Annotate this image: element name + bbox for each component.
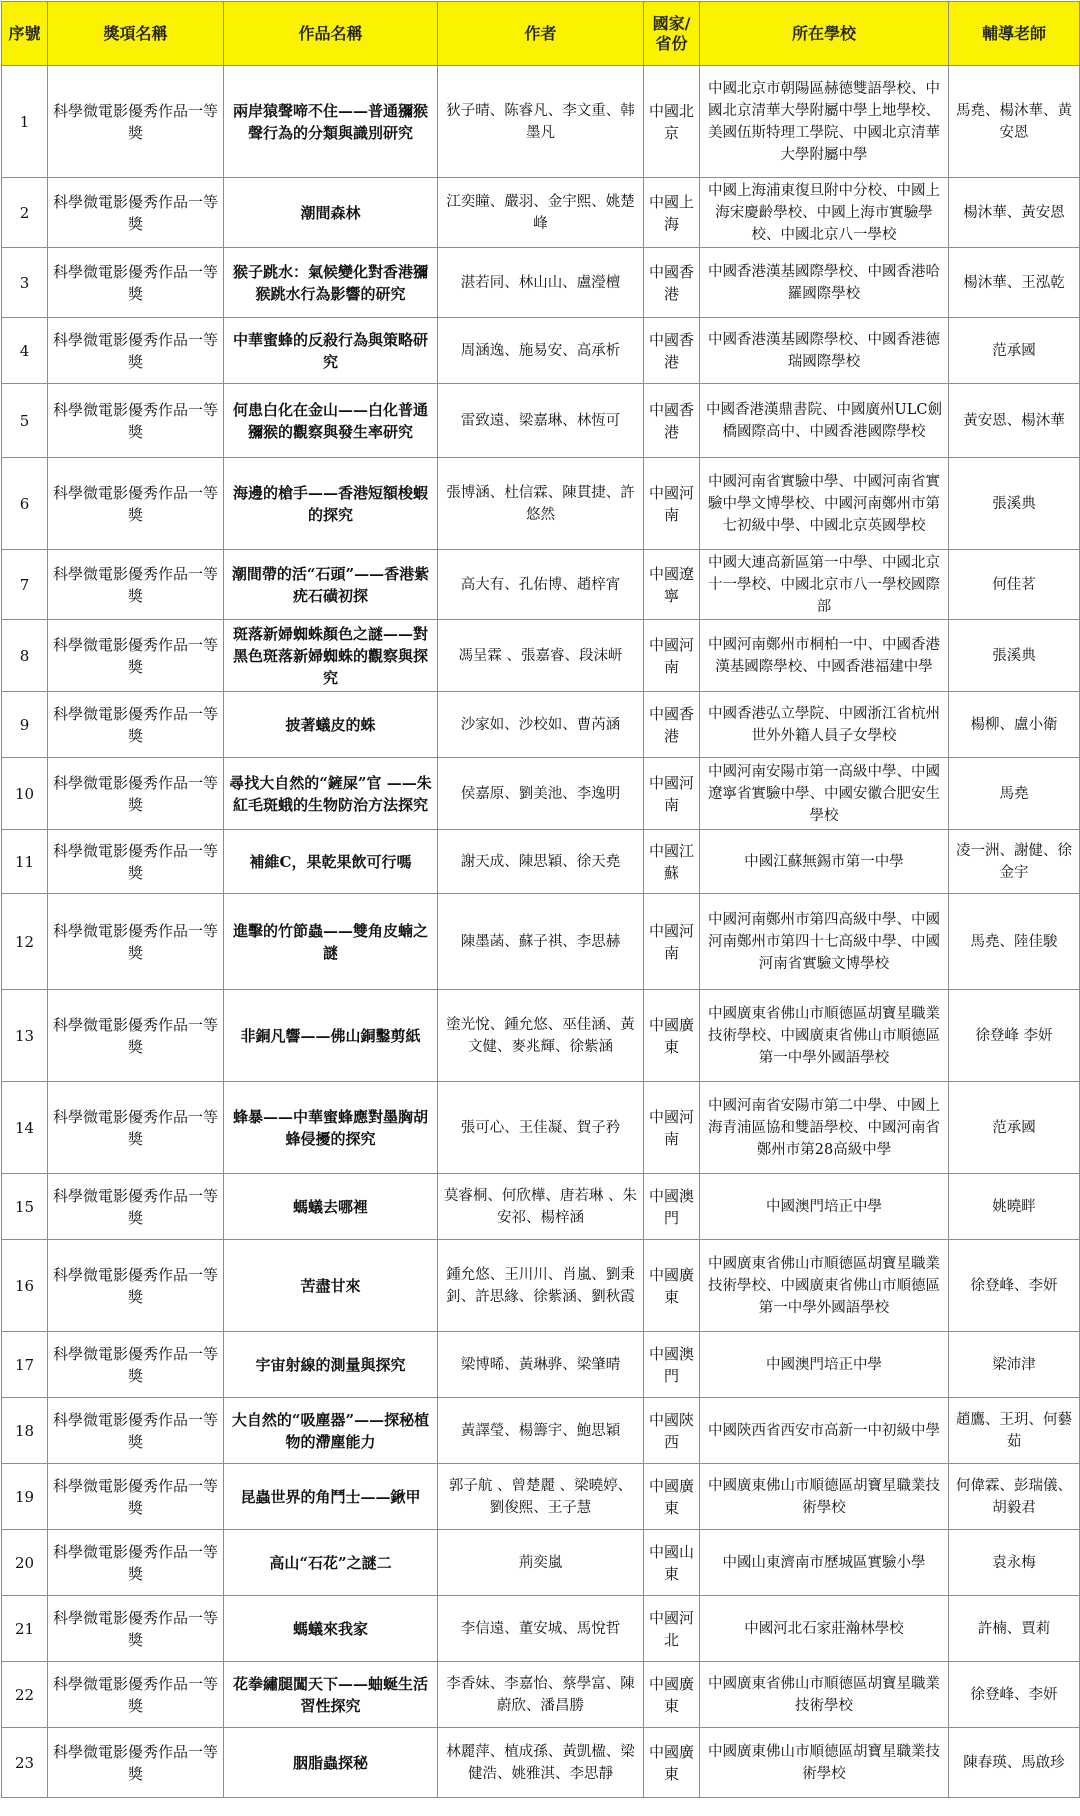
table-row: [2, 692, 1080, 758]
authors: 李信遠、董安城、馬悅哲: [438, 1596, 644, 1662]
country-province: 中國廣東: [644, 1240, 700, 1332]
country-province: 中國江蘇: [644, 830, 700, 894]
work-title: 猴子跳水：氣候變化對香港獼猴跳水行為影響的研究: [224, 248, 438, 318]
table-row: [2, 894, 1080, 990]
header-advisors: 輔導老師: [949, 2, 1080, 66]
country-province: 中國河南: [644, 620, 700, 692]
award-name: 科學微電影優秀作品一等獎: [48, 318, 224, 384]
school: 中國北京市朝陽區赫德雙語學校、中國北京清華大學附屬中學上地學校、美國伍斯特理工學院、中國北京清華大學附屬中學: [700, 66, 949, 178]
advisors: 何偉霖、彭瑞儀、胡毅君: [949, 1464, 1080, 1530]
work-title: 補維C，果乾果飲可行嗎: [224, 830, 438, 894]
country-province: 中國河南: [644, 894, 700, 990]
work-title: 兩岸猿聲啼不住——普通獼猴聲行為的分類與識別研究: [224, 66, 438, 178]
row-number: 14: [2, 1082, 48, 1174]
school: 中國河南鄭州市桐柏一中、中國香港漢基國際學校、中國香港福建中學: [700, 620, 949, 692]
country-province: 中國河南: [644, 758, 700, 830]
school: 中國香港漢基國際學校、中國香港哈羅國際學校: [700, 248, 949, 318]
award-name: 科學微電影優秀作品一等獎: [48, 1240, 224, 1332]
school: 中國河南省實驗中學、中國河南省實驗中學文博學校、中國河南鄭州市第七初級中學、中國北京英國學校: [700, 458, 949, 550]
authors: 侯嘉原、劉美池、李逸明: [438, 758, 644, 830]
authors: 荊奕嵐: [438, 1530, 644, 1596]
award-name: 科學微電影優秀作品一等獎: [48, 758, 224, 830]
row-number: 3: [2, 248, 48, 318]
advisors: 馬堯: [949, 758, 1080, 830]
authors: 陳墨菡、蘇子祺、李思赫: [438, 894, 644, 990]
row-number: 6: [2, 458, 48, 550]
school: 中國河南鄭州市第四高級中學、中國河南鄭州市第四十七高級中學、中國河南省實驗文博學校: [700, 894, 949, 990]
work-title: 非銅凡響——佛山銅鑿剪紙: [224, 990, 438, 1082]
school: 中國河北石家莊瀚林學校: [700, 1596, 949, 1662]
country-province: 中國澳門: [644, 1174, 700, 1240]
table-row: [2, 620, 1080, 692]
award-name: 科學微電影優秀作品一等獎: [48, 1174, 224, 1240]
country-province: 中國廣東: [644, 1464, 700, 1530]
row-number: 5: [2, 384, 48, 458]
authors: 馮呈霖 、張嘉睿、段沫岍: [438, 620, 644, 692]
table-row: [2, 1332, 1080, 1398]
work-title: 蜂暴——中華蜜蜂應對墨胸胡蜂侵擾的探究: [224, 1082, 438, 1174]
table-row: [2, 1596, 1080, 1662]
authors: 狄子晴、陈睿凡、李文重、韩墨凡: [438, 66, 644, 178]
advisors: 楊沐華、黃安恩: [949, 178, 1080, 248]
school: 中國澳門培正中學: [700, 1332, 949, 1398]
work-title: 潮間森林: [224, 178, 438, 248]
work-title: 尋找大自然的“鏟屎”官 ——朱紅毛斑蛾的生物防治方法探究: [224, 758, 438, 830]
country-province: 中國廣東: [644, 990, 700, 1082]
authors: 張博涵、杜信霖、陳貫捷、許悠然: [438, 458, 644, 550]
advisors: 姚曉畔: [949, 1174, 1080, 1240]
award-name: 科學微電影優秀作品一等獎: [48, 66, 224, 178]
table-body: [2, 66, 1080, 1798]
row-number: 22: [2, 1662, 48, 1728]
header-school: 所在學校: [700, 2, 949, 66]
advisors: 梁沛津: [949, 1332, 1080, 1398]
country-province: 中國香港: [644, 318, 700, 384]
authors: 塗光悅、鍾允悠、巫佳涵、黃文健、麥兆輝、徐紫涵: [438, 990, 644, 1082]
work-title: 宇宙射線的測量與探究: [224, 1332, 438, 1398]
work-title: 潮間帶的活“石頭”——香港紫疣石磺初探: [224, 550, 438, 620]
table-row: [2, 66, 1080, 178]
advisors: 陳春瑛、馬啟珍: [949, 1728, 1080, 1798]
table-row: [2, 178, 1080, 248]
row-number: 21: [2, 1596, 48, 1662]
school: 中國江蘇無錫市第一中學: [700, 830, 949, 894]
work-title: 苦盡甘來: [224, 1240, 438, 1332]
row-number: 8: [2, 620, 48, 692]
award-name: 科學微電影優秀作品一等獎: [48, 550, 224, 620]
authors: 周涵逸、施易安、高承析: [438, 318, 644, 384]
award-name: 科學微電影優秀作品一等獎: [48, 248, 224, 318]
authors: 李香妹、李嘉怡、蔡學富、陳蔚欣、潘昌勝: [438, 1662, 644, 1728]
authors: 林麗萍、植成孫、黃凱楹、梁健浩、姚雅淇、李思靜: [438, 1728, 644, 1798]
advisors: 楊柳、盧小衛: [949, 692, 1080, 758]
advisors: 何佳茗: [949, 550, 1080, 620]
row-number: 17: [2, 1332, 48, 1398]
row-number: 15: [2, 1174, 48, 1240]
work-title: 中華蜜蜂的反殺行為與策略研究: [224, 318, 438, 384]
row-number: 16: [2, 1240, 48, 1332]
row-number: 10: [2, 758, 48, 830]
advisors: 許楠、賈莉: [949, 1596, 1080, 1662]
country-province: 中國陝西: [644, 1398, 700, 1464]
header-region: 國家/省份: [644, 2, 700, 66]
work-title: 昆蟲世界的角鬥士——鍬甲: [224, 1464, 438, 1530]
school: 中國澳門培正中學: [700, 1174, 949, 1240]
advisors: 張溪典: [949, 458, 1080, 550]
school: 中國香港弘立學院、中國浙江省杭州世外外籍人員子女學校: [700, 692, 949, 758]
row-number: 18: [2, 1398, 48, 1464]
authors: 莫睿桐、何欣樺、唐若琳 、朱安祁、楊梓涵: [438, 1174, 644, 1240]
school: 中國大連高新區第一中學、中國北京十一學校、中國北京市八一學校國際部: [700, 550, 949, 620]
authors: 雷致遠、梁嘉琳、林恆可: [438, 384, 644, 458]
row-number: 7: [2, 550, 48, 620]
header-title: 作品名稱: [224, 2, 438, 66]
table-row: [2, 384, 1080, 458]
country-province: 中國香港: [644, 248, 700, 318]
school: 中國廣東佛山市順德區胡寶星職業技術學校: [700, 1728, 949, 1798]
award-name: 科學微電影優秀作品一等獎: [48, 692, 224, 758]
country-province: 中國河南: [644, 458, 700, 550]
award-name: 科學微電影優秀作品一等獎: [48, 620, 224, 692]
work-title: 披著蟻皮的蛛: [224, 692, 438, 758]
advisors: 馬堯、陸佳駿: [949, 894, 1080, 990]
country-province: 中國廣東: [644, 1662, 700, 1728]
award-name: 科學微電影優秀作品一等獎: [48, 1662, 224, 1728]
table-row: [2, 1530, 1080, 1596]
work-title: 高山“石花”之謎二: [224, 1530, 438, 1596]
advisors: 范承國: [949, 318, 1080, 384]
country-province: 中國香港: [644, 384, 700, 458]
table-row: [2, 830, 1080, 894]
work-title: 進擊的竹節蟲——雙角皮蝻之謎: [224, 894, 438, 990]
award-name: 科學微電影優秀作品一等獎: [48, 1398, 224, 1464]
authors: 鍾允悠、王川川、肖嵐、劉秉釗、許思緣、徐紫涵、劉秋霞: [438, 1240, 644, 1332]
row-number: 19: [2, 1464, 48, 1530]
table-row: [2, 1662, 1080, 1728]
work-title: 螞蟻來我家: [224, 1596, 438, 1662]
award-name: 科學微電影優秀作品一等獎: [48, 830, 224, 894]
advisors: 黃安恩、楊沐華: [949, 384, 1080, 458]
awards-table: [1, 1, 1080, 1798]
authors: 黃譯瑩、楊籌宇、鮑思穎: [438, 1398, 644, 1464]
row-number: 12: [2, 894, 48, 990]
school: 中國香港漢鼎書院、中國廣州ULC劍橋國際高中、中國香港國際學校: [700, 384, 949, 458]
table-row: [2, 1728, 1080, 1798]
award-name: 科學微電影優秀作品一等獎: [48, 990, 224, 1082]
country-province: 中國澳門: [644, 1332, 700, 1398]
row-number: 13: [2, 990, 48, 1082]
row-number: 23: [2, 1728, 48, 1798]
school: 中國廣東佛山市順德區胡寶星職業技術學校: [700, 1464, 949, 1530]
table-row: [2, 318, 1080, 384]
authors: 張可心、王佳凝、賀子矜: [438, 1082, 644, 1174]
authors: 梁博晞、黃琳骅、梁肇晴: [438, 1332, 644, 1398]
authors: 高大有、孔佑博、趙梓宵: [438, 550, 644, 620]
header-no: 序號: [2, 2, 48, 66]
award-name: 科學微電影優秀作品一等獎: [48, 1464, 224, 1530]
school: 中國上海浦東復旦附中分校、中國上海宋慶齡學校、中國上海市實驗學校、中國北京八一學校: [700, 178, 949, 248]
country-province: 中國北京: [644, 66, 700, 178]
country-province: 中國香港: [644, 692, 700, 758]
table-row: [2, 1174, 1080, 1240]
advisors: 徐登峰、李妍: [949, 1662, 1080, 1728]
work-title: 海邊的槍手——香港短額梭蝦的探究: [224, 458, 438, 550]
table-row: [2, 550, 1080, 620]
row-number: 1: [2, 66, 48, 178]
school: 中國河南安陽市第一高級中學、中國遼寧省實驗中學、中國安徽合肥安生學校: [700, 758, 949, 830]
school: 中國陝西省西安市高新一中初級中學: [700, 1398, 949, 1464]
authors: 湛若同、林山山、盧瀅檀: [438, 248, 644, 318]
authors: 謝天成、陳思穎、徐天堯: [438, 830, 644, 894]
table-row: [2, 248, 1080, 318]
country-province: 中國上海: [644, 178, 700, 248]
school: 中國廣東省佛山市順德區胡寶星職業技術學校、中國廣東省佛山市順德區第一中學外國語學校: [700, 990, 949, 1082]
advisors: 楊沐華、王泓乾: [949, 248, 1080, 318]
award-name: 科學微電影優秀作品一等獎: [48, 1082, 224, 1174]
advisors: 張溪典: [949, 620, 1080, 692]
work-title: 花拳繡腿闖天下——蚰蜒生活習性探究: [224, 1662, 438, 1728]
work-title: 斑落新婦蜘蛛顏色之謎——對黑色斑落新婦蜘蛛的觀察與探究: [224, 620, 438, 692]
award-name: 科學微電影優秀作品一等獎: [48, 384, 224, 458]
authors: 江奕瞳、嚴羽、金宇熙、姚楚峰: [438, 178, 644, 248]
advisors: 凌一洲、謝健、徐金宇: [949, 830, 1080, 894]
work-title: 大自然的“吸塵器”——探秘植物的滯塵能力: [224, 1398, 438, 1464]
award-name: 科學微電影優秀作品一等獎: [48, 1530, 224, 1596]
row-number: 20: [2, 1530, 48, 1596]
advisors: 馬堯、楊沐華、黄安恩: [949, 66, 1080, 178]
row-number: 11: [2, 830, 48, 894]
header-authors: 作者: [438, 2, 644, 66]
advisors: 袁永梅: [949, 1530, 1080, 1596]
country-province: 中國河南: [644, 1082, 700, 1174]
table-row: [2, 458, 1080, 550]
row-number: 9: [2, 692, 48, 758]
award-name: 科學微電影優秀作品一等獎: [48, 1332, 224, 1398]
table-row: [2, 1082, 1080, 1174]
row-number: 2: [2, 178, 48, 248]
table-row: [2, 990, 1080, 1082]
school: 中國河南省安陽市第二中學、中國上海青浦區協和雙語學校、中國河南省鄭州市第28高級中學: [700, 1082, 949, 1174]
header-award: 獎項名稱: [48, 2, 224, 66]
advisors: 徐登峰 李妍: [949, 990, 1080, 1082]
award-name: 科學微電影優秀作品一等獎: [48, 458, 224, 550]
country-province: 中國廣東: [644, 1728, 700, 1798]
advisors: 趙鷹、王玥、何藝茹: [949, 1398, 1080, 1464]
school: 中國山東濟南市歷城區實驗小學: [700, 1530, 949, 1596]
school: 中國廣東省佛山市順德區胡寶星職業技術學校、中國廣東省佛山市順德區第一中學外國語學校: [700, 1240, 949, 1332]
work-title: 何患白化在金山——白化普通獼猴的觀察與發生率研究: [224, 384, 438, 458]
advisors: 范承國: [949, 1082, 1080, 1174]
award-name: 科學微電影優秀作品一等獎: [48, 1728, 224, 1798]
award-name: 科學微電影優秀作品一等獎: [48, 178, 224, 248]
award-name: 科學微電影優秀作品一等獎: [48, 1596, 224, 1662]
table-row: [2, 1464, 1080, 1530]
country-province: 中國山東: [644, 1530, 700, 1596]
table-row: [2, 1240, 1080, 1332]
row-number: 4: [2, 318, 48, 384]
table-row: [2, 1398, 1080, 1464]
table-row: [2, 758, 1080, 830]
school: 中國香港漢基國際學校、中國香港德瑞國際學校: [700, 318, 949, 384]
work-title: 螞蟻去哪裡: [224, 1174, 438, 1240]
school: 中國廣東省佛山市順德區胡寶星職業技術學校: [700, 1662, 949, 1728]
country-province: 中國遼寧: [644, 550, 700, 620]
country-province: 中國河北: [644, 1596, 700, 1662]
authors: 郭子航 、曾楚麗 、梁曉婷、劉俊熙、王子慧: [438, 1464, 644, 1530]
advisors: 徐登峰、李妍: [949, 1240, 1080, 1332]
work-title: 胭脂蟲探秘: [224, 1728, 438, 1798]
header-row: [2, 2, 1080, 66]
award-name: 科學微電影優秀作品一等獎: [48, 894, 224, 990]
authors: 沙家如、沙校如、曹芮涵: [438, 692, 644, 758]
